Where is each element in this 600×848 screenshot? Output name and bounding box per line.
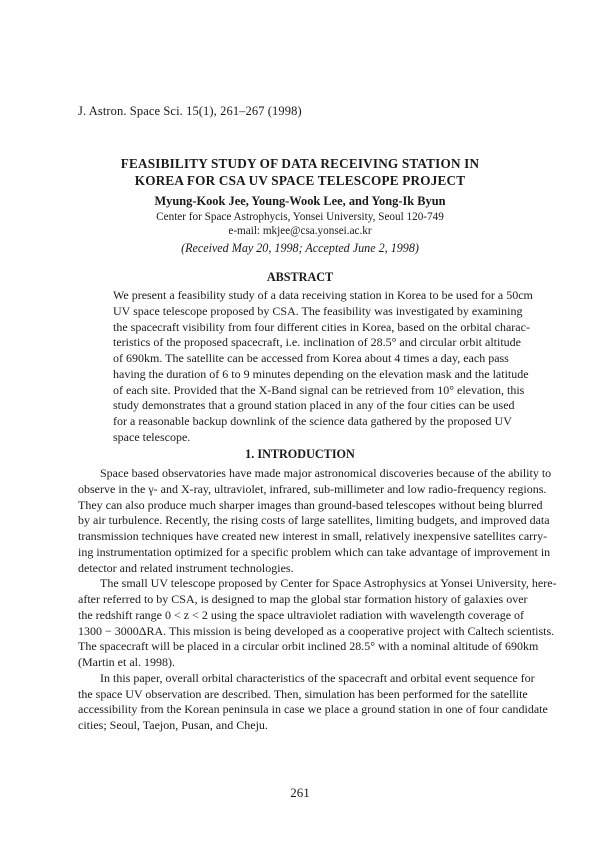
text-line: detector and related instrument technologies. xyxy=(78,560,294,575)
text-line: teristics of the proposed spacecraft, i.e. inclination of 28.5° and circular orbit altitude xyxy=(113,335,521,350)
text-line: accessibility from the Korean peninsula in case we place a ground station in one of four candidate xyxy=(78,702,548,717)
text-line: space telescope. xyxy=(113,429,191,444)
text-line: of 690km. The satellite can be accessed from Korea about 4 times a day, each pass xyxy=(113,351,509,365)
text-line: the space UV observation are described. Then, simulation has been performed for the satellite xyxy=(78,686,528,701)
text-line: by air turbulence. Recently, the rising costs of large satellites, limiting budgets, and improved data xyxy=(78,513,550,528)
introduction-text xyxy=(78,466,557,734)
text-line: the spacecraft visibility from four different cities in Korea, based on the orbital charac- xyxy=(113,319,530,334)
author-list: Myung-Kook Jee, Young-Wook Lee, and Yong-Ik Byun xyxy=(154,194,446,208)
text-line: for a reasonable backup downlink of the science data gathered by the proposed UV xyxy=(113,414,512,428)
abstract-heading: ABSTRACT xyxy=(266,270,334,284)
text-line: transmission techniques have created new interest in small, relatively inexpensive satellites carry- xyxy=(78,529,548,543)
text-line: of each site. Provided that the X-Band signal can be retrieved from 10° elevation, this xyxy=(113,382,525,397)
text-line: having the duration of 6 to 9 minutes depending on the elevation mask and the latitude xyxy=(113,366,529,381)
introduction-paragraph xyxy=(78,670,548,734)
text-line: Space based observatories have made major astronomical discoveries because of the ability to xyxy=(100,466,552,480)
text-line: The small UV telescope proposed by Center for Space Astrophysics at Yonsei University, here- xyxy=(100,576,557,591)
received-dates: (Received May 20, 1998; Accepted June 2, 1998) xyxy=(181,241,419,255)
paper-title xyxy=(0,155,600,189)
text-line: We present a feasibility study of a data receiving station in Korea to be used for a 50cm xyxy=(113,288,533,302)
introduction-paragraph xyxy=(78,576,557,671)
email-address: e-mail: mkjee@csa.yonsei.ac.kr xyxy=(228,225,372,237)
text-line: the redshift range 0 < z < 2 using the space ultraviolet radiation with wavelength coverage of xyxy=(78,607,525,622)
text-line: In this paper, overall orbital characteristics of the spacecraft and orbital event sequence for xyxy=(100,670,535,685)
journal-reference: J. Astron. Space Sci. 15(1), 261–267 (1998) xyxy=(78,104,302,118)
introduction-paragraph xyxy=(78,466,552,576)
text-line: study demonstrates that a ground station placed in any of the four cities can be used xyxy=(113,398,515,413)
text-line: The spacecraft will be placed in a circular orbit inclined 28.5° with a nominal altitude of 690km xyxy=(78,639,539,654)
title-line-1: FEASIBILITY STUDY OF DATA RECEIVING STATION IN xyxy=(120,156,480,171)
page-number: 261 xyxy=(290,785,310,800)
text-line: They can also produce much sharper images than ground-based telescopes without being blurred xyxy=(78,497,543,512)
abstract-text xyxy=(113,288,533,446)
text-line: (Martin et al. 1998). xyxy=(78,655,175,669)
title-line-2: KOREA FOR CSA UV SPACE TELESCOPE PROJECT xyxy=(134,173,466,188)
affiliation-block xyxy=(0,210,600,238)
text-line: ing instrumentation optimized for a specific problem which can take advantage of improvement in xyxy=(78,544,551,559)
text-line: cities; Seoul, Taejon, Pusan, and Cheju. xyxy=(78,718,268,732)
affiliation: Center for Space Astrophycis, Yonsei University, Seoul 120-749 xyxy=(156,211,444,223)
text-line: UV space telescope proposed by CSA. The feasibility was investigated by examining xyxy=(113,303,523,318)
introduction-heading: 1. INTRODUCTION xyxy=(245,447,355,461)
text-line: after referred to by CSA, is designed to map the global star formation history of galaxies over xyxy=(78,592,528,606)
text-line: 1300 − 3000ΔRA. This mission is being developed as a cooperative project with Caltech scientists. xyxy=(78,623,555,638)
text-line: observe in the γ- and X-ray, ultraviolet, infrared, sub-millimeter and low radio-frequency regions. xyxy=(78,481,547,496)
